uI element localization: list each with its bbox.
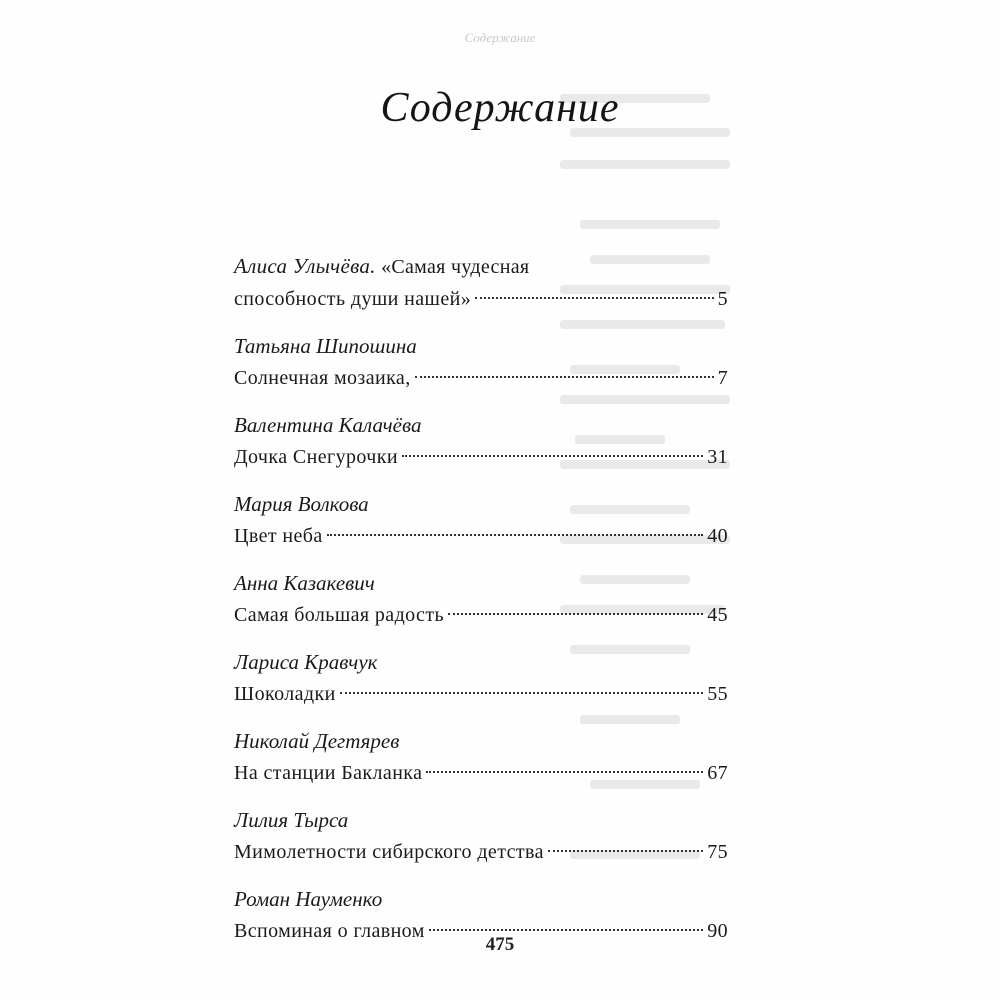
toc-title: Вспоминая о главном (234, 920, 425, 942)
toc-author: Валентина Калачёва (234, 413, 422, 437)
dot-leader (402, 455, 703, 457)
toc-title: Самая большая радость (234, 604, 444, 626)
toc-entry (234, 725, 728, 789)
toc-page-number: 75 (707, 841, 728, 863)
toc-page-number: 31 (707, 446, 728, 468)
dot-leader (340, 692, 704, 694)
toc-author: Татьяна Шипошина (234, 334, 417, 358)
dot-leader (327, 534, 704, 536)
toc-title-line-2: способность души нашей» (234, 288, 472, 310)
toc-page-number: 90 (707, 920, 728, 942)
toc-title: Мимолетности сибирского детства (234, 841, 544, 863)
toc-author: Анна Казакевич (234, 571, 375, 595)
toc-author: Лилия Тырса (234, 808, 349, 832)
dot-leader (548, 850, 703, 852)
toc-author: Николай Дегтярев (234, 729, 400, 753)
toc-title: Цвет неба (234, 525, 323, 547)
toc-entry (234, 804, 728, 868)
toc-entry (234, 250, 728, 315)
running-head: Содержание (464, 30, 536, 45)
toc-title: На станции Бакланка (234, 762, 423, 784)
page-title: Содержание (380, 85, 620, 131)
toc-title: Дочка Снегурочки (234, 446, 398, 468)
toc-entry (234, 409, 728, 473)
toc-entry (234, 646, 728, 710)
toc-author: Мария Волкова (234, 492, 369, 516)
dot-leader (415, 376, 714, 378)
toc-entry (234, 488, 728, 552)
toc-page-number: 67 (707, 762, 728, 784)
toc-entry (234, 330, 728, 394)
toc-author: Роман Науменко (234, 887, 383, 911)
toc-title: Солнечная мозаика, (234, 367, 411, 389)
table-of-contents (234, 250, 728, 962)
dot-leader (448, 613, 703, 615)
toc-author: Лариса Кравчук (234, 650, 378, 674)
toc-title-line-1: «Самая чудесная (381, 256, 530, 278)
toc-author: Алиса Улычёва. (234, 254, 376, 278)
dot-leader (475, 297, 713, 299)
toc-page-number: 55 (707, 683, 728, 705)
toc-page-number: 7 (717, 367, 728, 389)
page-number: 475 (485, 934, 515, 955)
dot-leader (426, 771, 703, 773)
toc-page-number: 45 (707, 604, 728, 626)
toc-entry (234, 567, 728, 631)
toc-page-number: 40 (707, 525, 728, 547)
dot-leader (429, 929, 703, 931)
toc-page-number: 5 (717, 288, 728, 310)
toc-title: Шоколадки (234, 683, 336, 705)
